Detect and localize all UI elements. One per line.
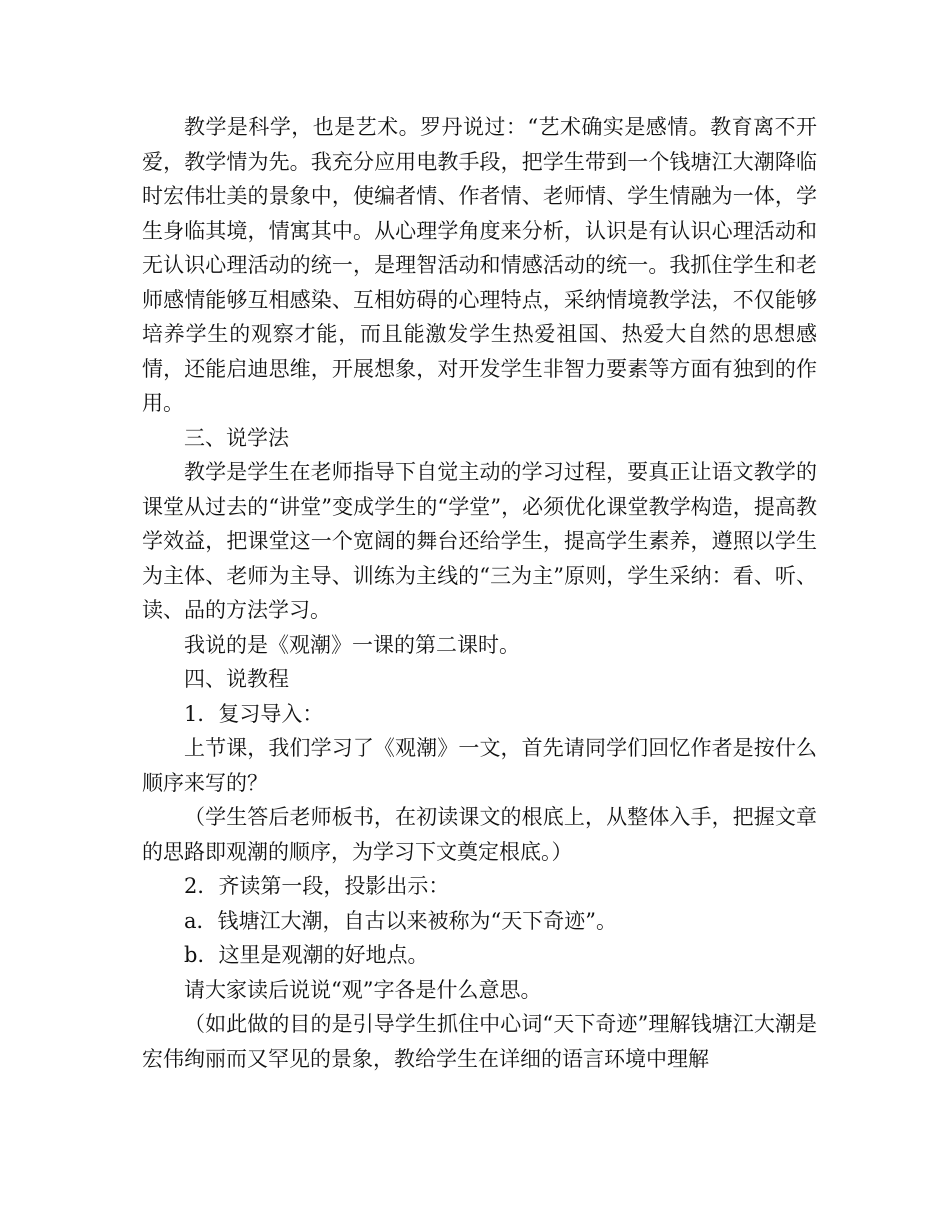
paragraph-lesson-period: 我说的是《观潮》一课的第二课时。 bbox=[184, 632, 520, 657]
paragraph-teaching-art: 教学是科学，也是艺术。罗丹说过：“艺术确实是感情。教育离不开爱，教学情为先。我充分应用电教手段，把学生带到一个钱塘江大潮降临时宏伟壮美的景象中，使编者情、作者情、老师情、学生情融为一体，学生身临其境，情寓其中。从心理学角度来分析，认识是有认识心理活动和无认识心理活动的统一，是理智活动和情感活动的统一。我抓住学生和老师感情能够互相感染、互相妨碍的心理特点，采纳情境教学法，不仅能够培养学生的观察才能，而且能激发学生热爱祖国、热爱大自然的思想感情，还能启迪思维，开展想象，对开发学生非智力要素等方面有独到的作用。 bbox=[142, 115, 817, 415]
paragraph-question-guan: 请大家读后说说“观”字各是什么意思。 bbox=[184, 977, 542, 1002]
paragraph-purpose-note: （如此做的目的是引导学生抓住中心词“天下奇迹”理解钱塘江大潮是宏伟绚丽而又罕见的景象，教给学生在详细的语言环境中理解 bbox=[142, 1012, 817, 1071]
paragraph-review-note: （学生答后老师板书，在初读课文的根底上，从整体入手，把握文章的思路即观潮的顺序，为学习下文奠定根底。） bbox=[142, 805, 817, 864]
projection-item-b: b．这里是观潮的好地点。 bbox=[184, 943, 429, 967]
step-read-first-section: 2．齐读第一段，投影出示： bbox=[184, 874, 450, 898]
heading-teaching-process: 四、说教程 bbox=[184, 667, 289, 691]
projection-item-a: a．钱塘江大潮，自古以来被称为“天下奇迹”。 bbox=[184, 908, 617, 933]
paragraph-learning-method: 教学是学生在老师指导下自觉主动的学习过程，要真正让语文教学的课堂从过去的“讲堂”变成学生的“学堂”，必须优化课堂教学构造，提高教学效益，把课堂这一个宽阔的舞台还给学生，提高学生素养，遵照以学生为主体、老师为主导、训练为主线的“三为主”原则，学生采纳：看、听、读、品的方法学习。 bbox=[142, 460, 817, 622]
paragraph-review-question: 上节课，我们学习了《观潮》一文，首先请同学们回忆作者是按什么顺序来写的？ bbox=[142, 736, 817, 795]
step-review-intro: 1．复习导入： bbox=[184, 701, 324, 726]
heading-learning-method: 三、说学法 bbox=[184, 425, 289, 450]
document-body bbox=[142, 110, 817, 1076]
